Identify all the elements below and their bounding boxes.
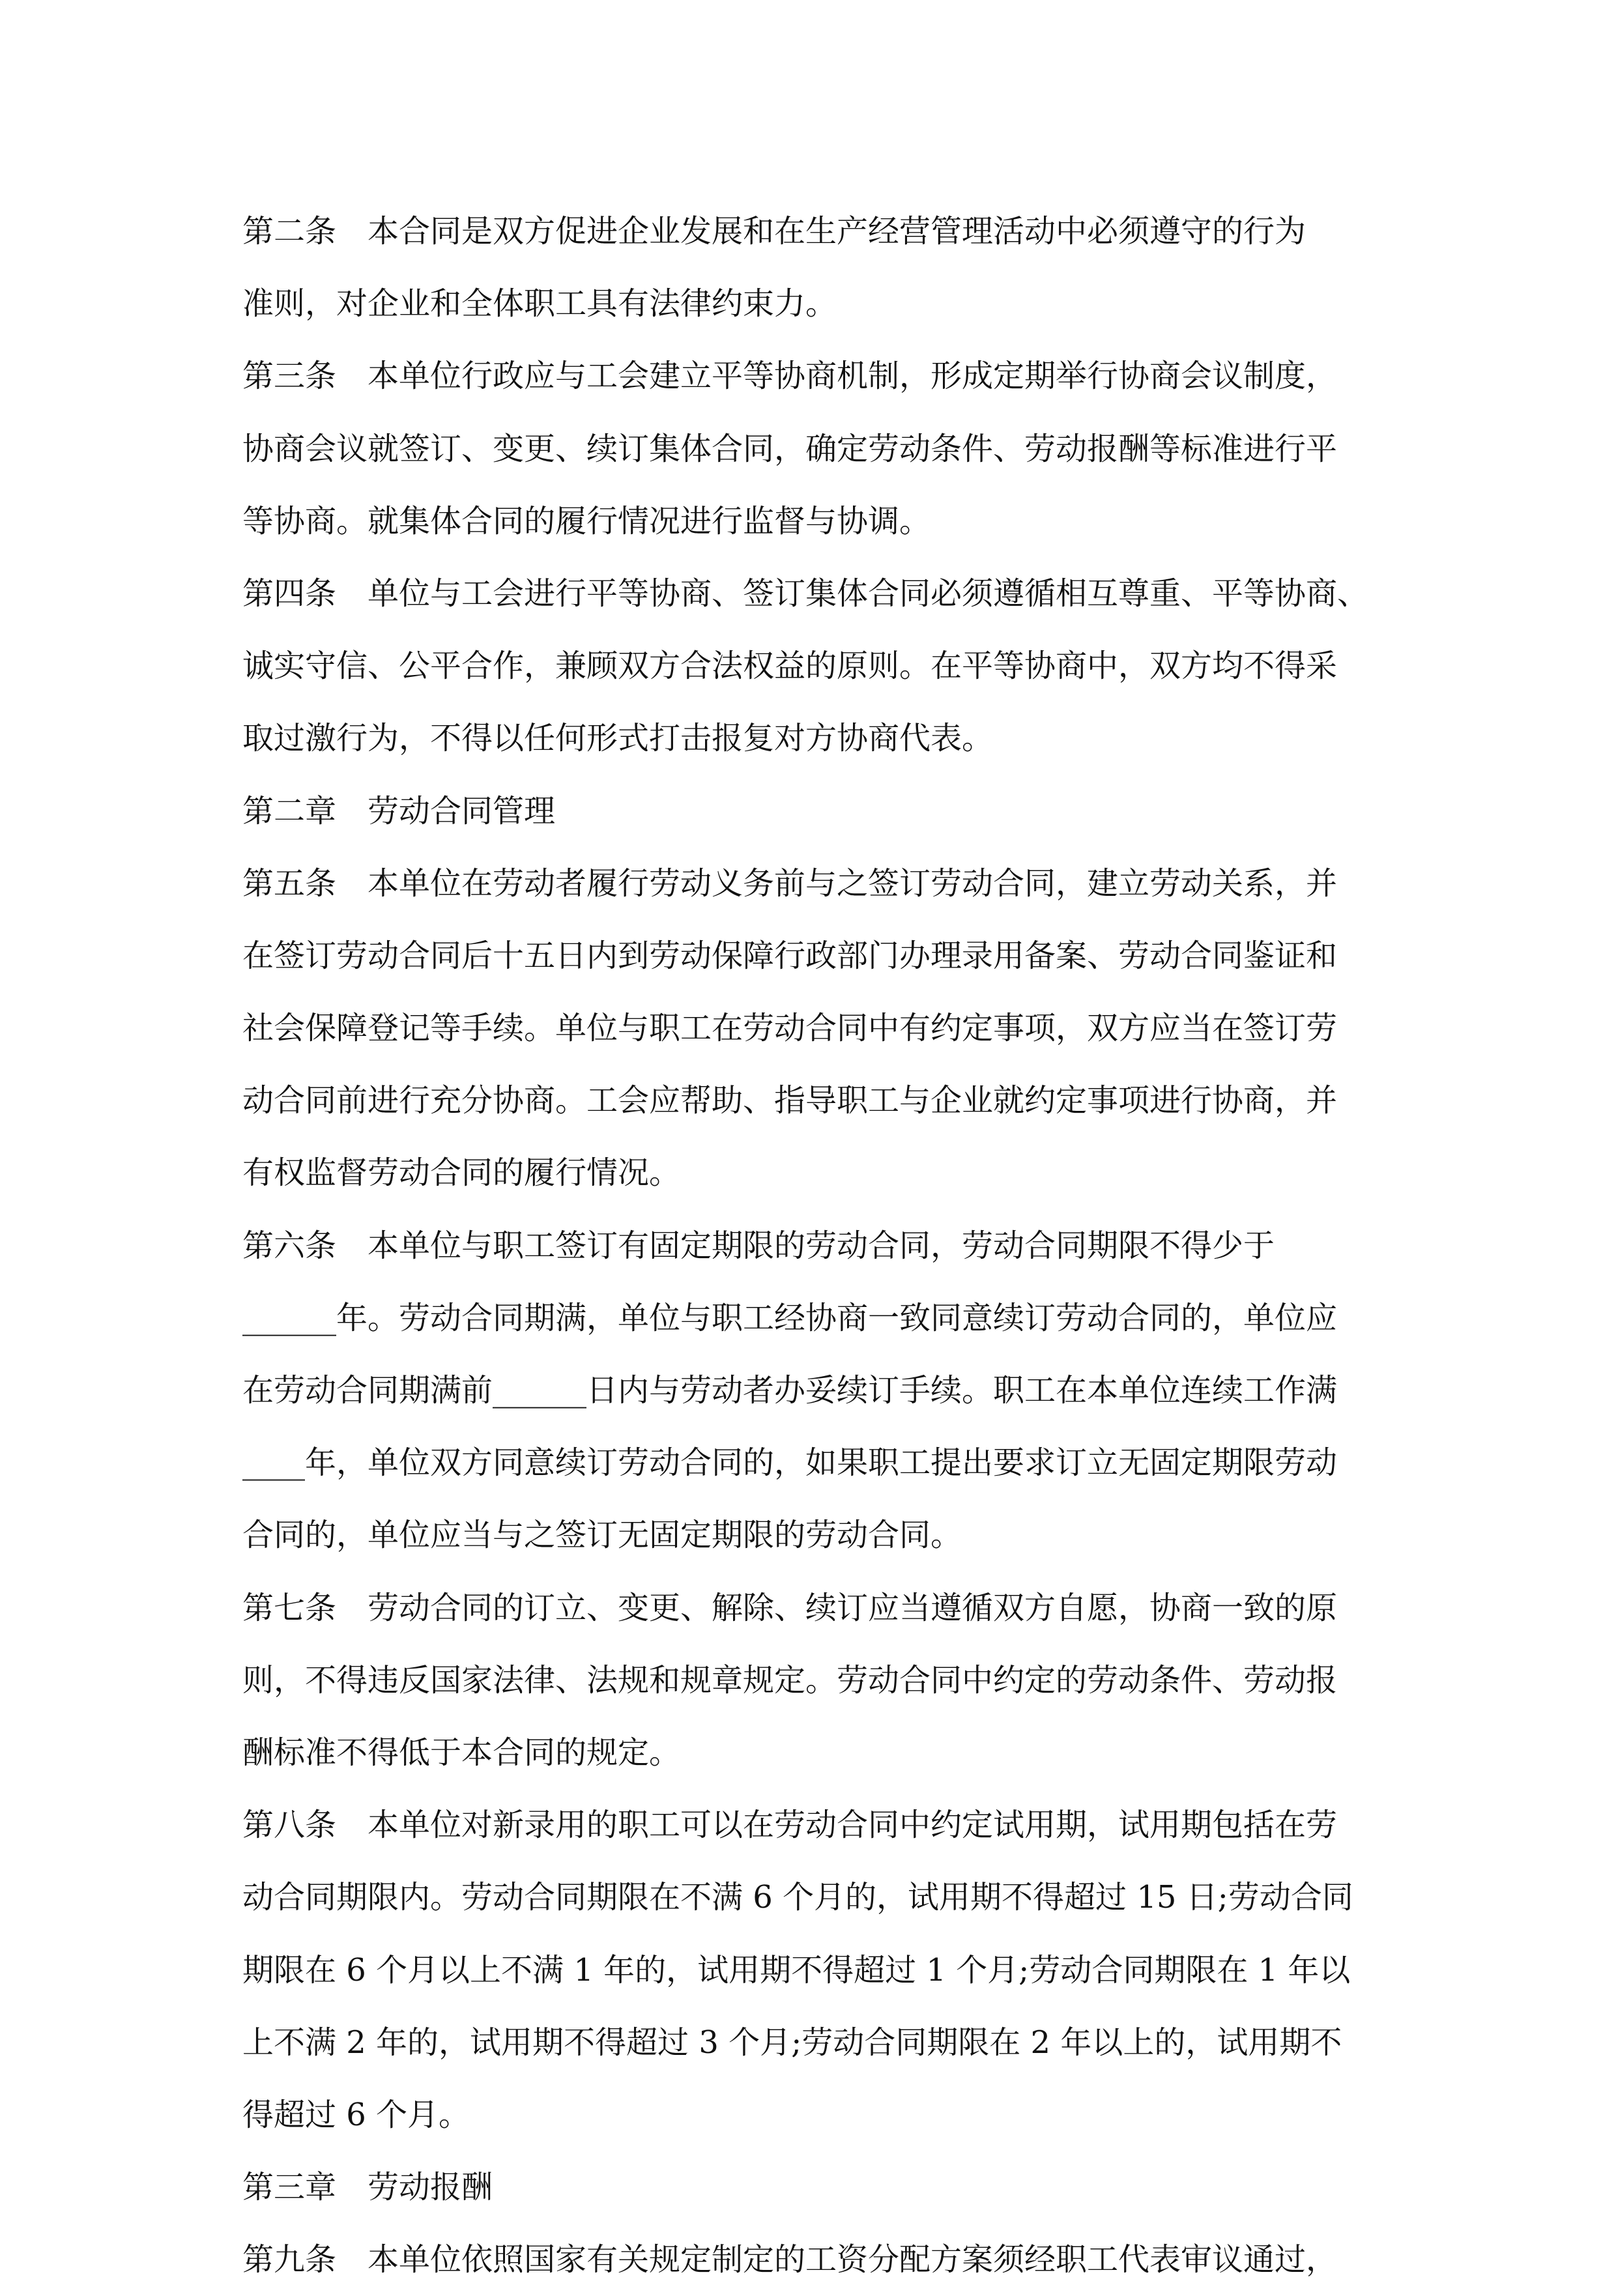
text-line: 酬标准不得低于本合同的规定。 bbox=[242, 1734, 681, 1771]
text-line: 动合同前进行充分协商。工会应帮助、指导职工与企业就约定事项进行协商，并 bbox=[242, 1082, 1338, 1119]
text-line: 取过激行为，不得以任何形式打击报复对方协商代表。 bbox=[242, 720, 994, 757]
text-line: 准则，对企业和全体职工具有法律约束力。 bbox=[242, 285, 837, 323]
text-line: 社会保障登记等手续。单位与职工在劳动合同中有约定事项，双方应当在签订劳 bbox=[242, 1010, 1338, 1047]
text-line: 上不满 2 年的，试用期不得超过 3 个月;劳动合同期限在 2 年以上的，试用期不 bbox=[242, 2024, 1342, 2061]
text-line: 则，不得违反国家法律、法规和规章规定。劳动合同中约定的劳动条件、劳动报 bbox=[242, 1661, 1338, 1699]
text-line: 第七条 劳动合同的订立、变更、解除、续订应当遵循双方自愿，协商一致的原 bbox=[242, 1589, 1338, 1626]
text-line: 得超过 6 个月。 bbox=[242, 2096, 470, 2133]
text-line: 在劳动合同期满前______日内与劳动者办妥续订手续。职工在本单位连续工作满 bbox=[242, 1372, 1338, 1409]
text-line: ______年。劳动合同期满，单位与职工经协商一致同意续订劳动合同的，单位应 bbox=[242, 1299, 1338, 1336]
text-line: 第五条 本单位在劳动者履行劳动义务前与之签订劳动合同，建立劳动关系，并 bbox=[242, 865, 1338, 902]
document-body bbox=[242, 195, 1389, 2296]
text-line: ____年，单位双方同意续订劳动合同的，如果职工提出要求订立无固定期限劳动 bbox=[242, 1444, 1338, 1482]
text-line: 在签订劳动合同后十五日内到劳动保障行政部门办理录用备案、劳动合同鉴证和 bbox=[242, 937, 1338, 974]
text-line: 第二条 本合同是双方促进企业发展和在生产经营管理活动中必须遵守的行为 bbox=[242, 213, 1306, 250]
text-line: 等协商。就集体合同的履行情况进行监督与协调。 bbox=[242, 502, 931, 539]
text-line: 有权监督劳动合同的履行情况。 bbox=[242, 1155, 681, 1192]
text-line: 合同的，单位应当与之签订无固定期限的劳动合同。 bbox=[242, 1517, 962, 1554]
text-line: 第六条 本单位与职工签订有固定期限的劳动合同，劳动合同期限不得少于 bbox=[242, 1227, 1275, 1264]
text-line: 期限在 6 个月以上不满 1 年的，试用期不得超过 1 个月;劳动合同期限在 1 年以 bbox=[242, 1951, 1351, 1988]
text-line: 第八条 本单位对新录用的职工可以在劳动合同中约定试用期，试用期包括在劳 bbox=[242, 1807, 1338, 1844]
chapter-heading: 第二章 劳动合同管理 bbox=[242, 792, 556, 829]
text-line: 第九条 本单位依照国家有关规定制定的工资分配方案须经职工代表审议通过， bbox=[242, 2241, 1338, 2278]
text-line: 协商会议就签订、变更、续订集体合同，确定劳动条件、劳动报酬等标准进行平 bbox=[242, 430, 1338, 467]
text-line: 第四条 单位与工会进行平等协商、签订集体合同必须遵循相互尊重、平等协商、 bbox=[242, 575, 1369, 612]
text-line: 第三条 本单位行政应与工会建立平等协商机制，形成定期举行协商会议制度， bbox=[242, 358, 1338, 395]
text-line: 诚实守信、公平合作，兼顾双方合法权益的原则。在平等协商中，双方均不得采 bbox=[242, 648, 1338, 685]
chapter-heading: 第三章 劳动报酬 bbox=[242, 2169, 493, 2206]
text-line: 动合同期限内。劳动合同期限在不满 6 个月的，试用期不得超过 15 日;劳动合同 bbox=[242, 1879, 1353, 1916]
